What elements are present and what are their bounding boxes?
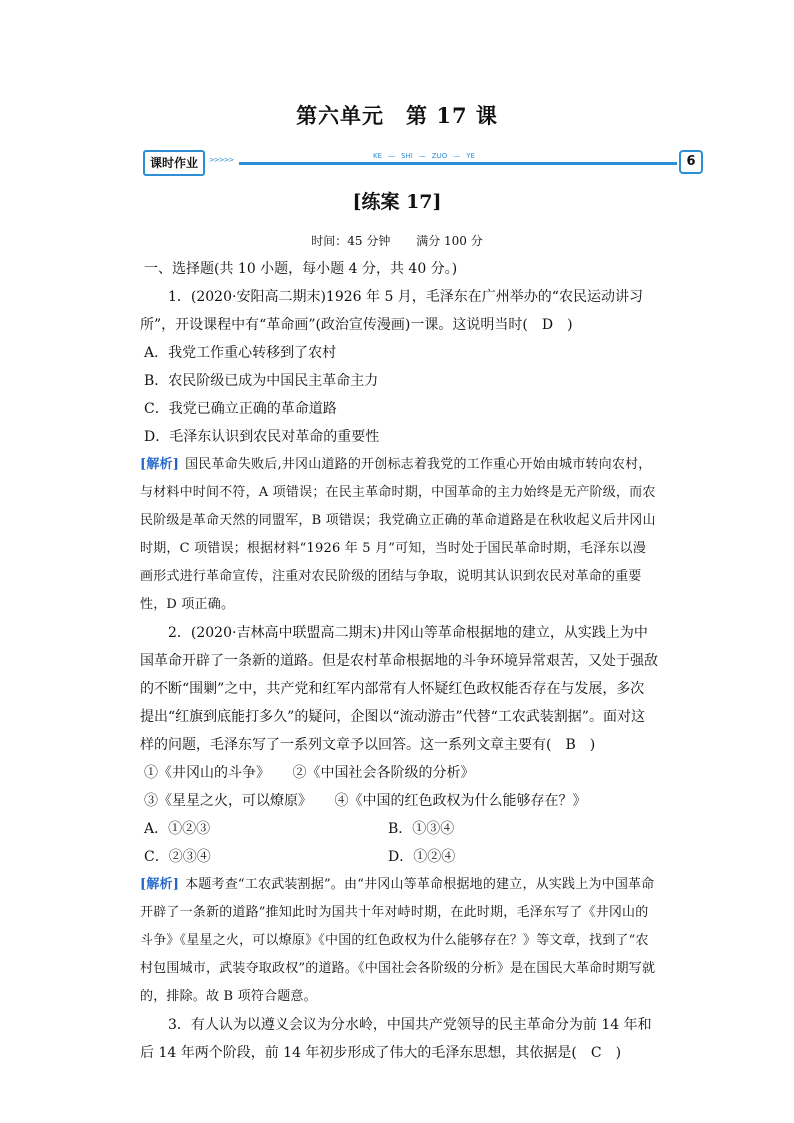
page-title: 第六单元 第 17 课 [296,103,498,128]
item-3: ③《星星之火，可以燎原》 [144,793,312,809]
question-1-option-c: C．我党已确立正确的革命道路 [144,401,337,417]
question-2-option-d: D．①②④ [388,849,456,865]
pinyin-dash-3: — [453,152,461,160]
question-2-items-row-1 [140,759,658,787]
questions [140,255,658,1067]
pinyin-ye: YE [462,152,479,160]
banner-number: 6 [679,150,703,174]
banner-label: 课时作业 [143,150,205,176]
question-1-explanation [140,451,658,619]
exam-meta [0,232,794,249]
item-1: ①《井冈山的斗争》 [144,765,270,781]
question-2-items-row-2 [140,787,658,815]
question-2-stem: 2．(2020·吉林高中联盟高二期末)井冈山等革命根据地的建立，从实践上为中国革命开辟了一条新的道路。但是农村革命根据地的斗争环境异常艰苦，又处于强敌的不断“围剿”之中，共产党和红军内部常有人怀疑红色政权能否存在与发展，多次提出“红旗到底能打多久”的疑问，企图以“流动游击”代替“工农武装割据”。面对这样的问题，毛泽东写了一系列文章予以回答。这一系列文章主要有( B ) [140,625,658,753]
question-2-option-a: A．①②③ [144,821,211,837]
pinyin-zuo: ZUO [428,152,451,160]
question-2-explanation [140,871,658,1011]
question-2-options [140,815,658,871]
question-2-option-b: B．①③④ [388,821,455,837]
explanation-text: 本题考查“工农武装割据”。由“井冈山等革命根据地的建立，从实践上为中国革命开辟了一条新的道路”推知此时为国共十年对峙时期，在此时期，毛泽东写了《井冈山的斗争》《星星之火，可以燎原》《中国的红色政权为什么能够存在？》等文章，找到了“农村包围城市，武装夺取政权”的道路。《中国社会各阶级的分析》是在国民大革命时期写就的，排除。故 B 项符合题意。 [140,877,656,1004]
banner-line [239,162,677,165]
pinyin-dash-2: — [418,152,426,160]
explanation-tag: [解析] [140,877,180,892]
question-1-option-b: B．农民阶级已成为中国民主革命主力 [144,373,379,389]
question-1-option-a: A．我党工作重心转移到了农村 [144,345,337,361]
question-1-option-d: D．毛泽东认识到农民对革命的重要性 [144,429,380,445]
pinyin-dash-1: — [388,152,396,160]
item-4: ④《中国的红色政权为什么能够存在？》 [334,793,587,809]
explanation-text: 国民革命失败后,井冈山道路的开创标志着我党的工作重心开始由城市转向农村，与材料中时间不符，A 项错误；在民主革命时期，中国革命的主力始终是无产阶级，而农民阶级是革命天然的同盟军，B 项错误；我党确立正确的革命道路是在秋收起义后井冈山时期，C 项错误；根据材料“1926 年 5 月”可知，当时处于国民革命时期，毛泽东以漫画形式进行革命宣传，注重对农民阶级的团结与争取，说明其认识到农民对革命的重要性，D 项正确。 [140,457,656,612]
section-heading: 一、选择题(共 10 小题，每小题 4 分，共 40 分。) [144,261,458,277]
item-2: ②《中国社会各阶级的分析》 [292,765,475,781]
pinyin-ke: KE [369,152,386,160]
question-2-option-c: C．②③④ [144,849,211,865]
banner-pinyin [369,152,479,160]
question-3-stem: 3．有人认为以遵义会议为分水岭，中国共产党领导的民主革命分为前 14 年和后 14 年两个阶段，前 14 年初步形成了伟大的毛泽东思想，其依据是( C ) [140,1017,652,1061]
pinyin-shi: SHI [397,152,417,160]
banner-arrows: >>>>> [209,156,234,164]
exercise-title: [练案 17] [352,191,442,213]
explanation-tag: [解析] [140,457,180,472]
time-limit: 时间：45 分钟 [311,234,391,248]
full-score: 满分 100 分 [416,234,483,248]
question-1-stem: 1．(2020·安阳高二期末)1926 年 5 月，毛泽东在广州举办的“农民运动讲习所”，开设课程中有“革命画”(政治宣传漫画)一课。这说明当时( D ) [140,289,643,333]
lesson-banner [143,148,703,176]
